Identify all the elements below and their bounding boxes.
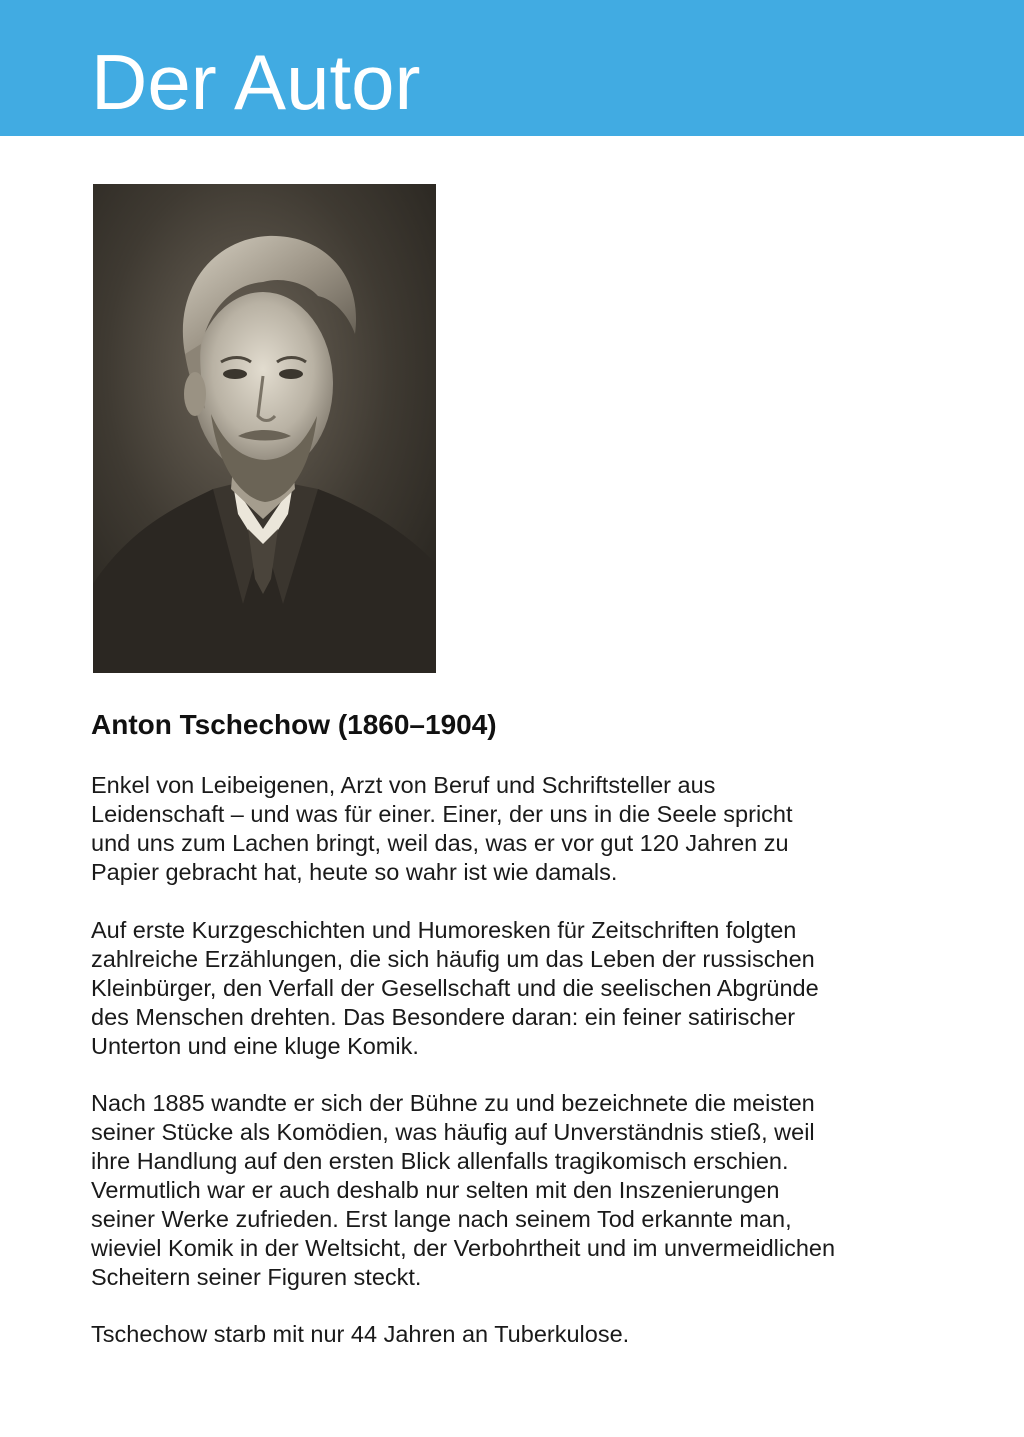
text-line: ihre Handlung auf den ersten Blick allenfalls tragikomisch erschien. bbox=[91, 1148, 789, 1174]
author-heading: Anton Tschechow (1860–1904) bbox=[91, 709, 497, 740]
bio-paragraph-2 bbox=[91, 916, 921, 1061]
text-line: Enkel von Leibeigenen, Arzt von Beruf und Schriftsteller aus bbox=[91, 772, 716, 798]
text-line: Auf erste Kurzgeschichten und Humoresken für Zeitschriften folgten bbox=[91, 917, 797, 943]
text-line: Papier gebracht hat, heute so wahr ist wie damals. bbox=[91, 859, 618, 885]
text-line: Tschechow starb mit nur 44 Jahren an Tuberkulose. bbox=[91, 1321, 630, 1347]
text-line: Scheitern seiner Figuren steckt. bbox=[91, 1264, 422, 1290]
page-title: Der Autor bbox=[91, 38, 421, 126]
portrait-drawing bbox=[93, 184, 436, 673]
text-line: seiner Stücke als Komödien, was häufig auf Unverständnis stieß, weil bbox=[91, 1119, 815, 1145]
text-line: zahlreiche Erzählungen, die sich häufig um das Leben der russischen bbox=[91, 946, 815, 972]
author-portrait bbox=[93, 184, 436, 673]
header-band bbox=[0, 0, 1024, 136]
text-line: wieviel Komik in der Weltsicht, der Verbohrtheit und im unvermeidlichen bbox=[91, 1235, 836, 1261]
text-line: und uns zum Lachen bringt, weil das, was er vor gut 120 Jahren zu bbox=[91, 830, 789, 856]
text-line: Vermutlich war er auch deshalb nur selten mit den Inszenierungen bbox=[91, 1177, 780, 1203]
text-line: Nach 1885 wandte er sich der Bühne zu und bezeichnete die meisten bbox=[91, 1090, 815, 1116]
text-line: Kleinbürger, den Verfall der Gesellschaft und die seelischen Abgründe bbox=[91, 975, 819, 1001]
text-line: des Menschen drehten. Das Besondere daran: ein feiner satirischer bbox=[91, 1004, 796, 1030]
text-line: Leidenschaft – und was für einer. Einer, der uns in die Seele spricht bbox=[91, 801, 793, 827]
bio-paragraph-4 bbox=[91, 1320, 921, 1349]
bio-paragraph-3 bbox=[91, 1089, 921, 1292]
text-line: seiner Werke zufrieden. Erst lange nach seinem Tod erkannte man, bbox=[91, 1206, 792, 1232]
bio-paragraph-1 bbox=[91, 771, 921, 887]
text-line: Unterton und eine kluge Komik. bbox=[91, 1033, 419, 1059]
